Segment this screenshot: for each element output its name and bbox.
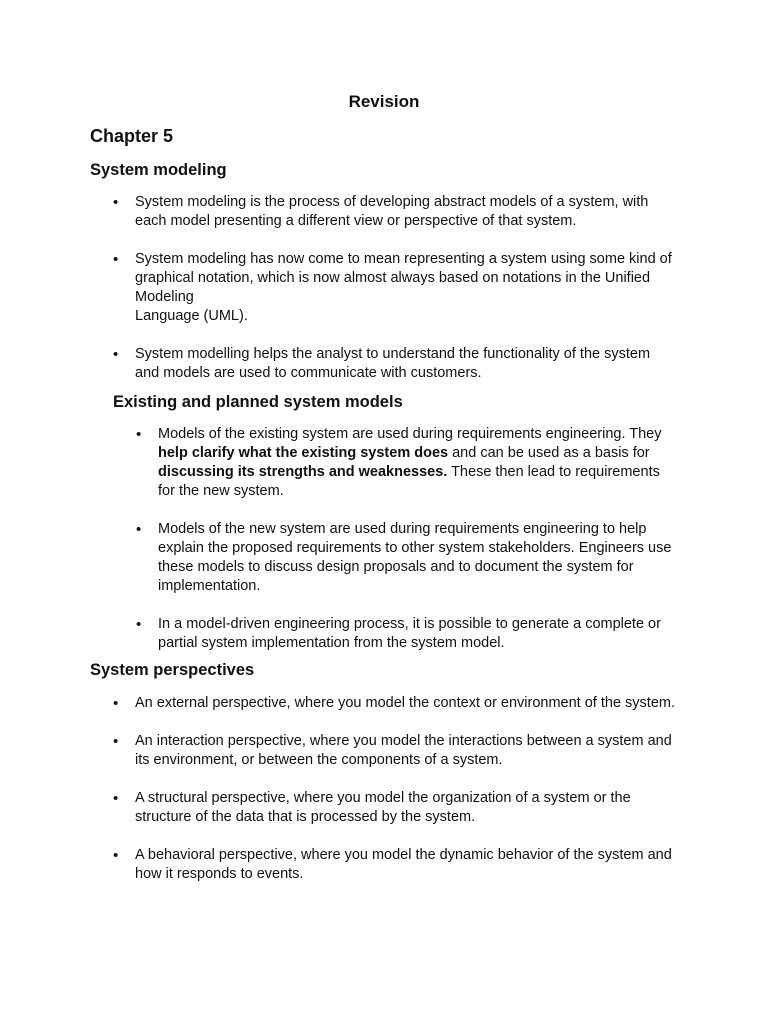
list-item [136, 615, 676, 653]
list-item [113, 789, 675, 827]
list-item-text: These then lead to requirements for the new system. [158, 464, 660, 499]
list-item [136, 425, 676, 501]
list-item-text: In a model-driven engineering process, it is possible to generate a complete or partial system implementation from the system model. [158, 616, 661, 651]
system-modeling-list [113, 193, 673, 383]
list-item-text: Models of the new system are used during requirements engineering to help explain the proposed requirements to other system stakeholders. Engineers use these models to discuss design proposals and to document the system for implementation. [158, 521, 672, 594]
list-item-bold-text: help clarify what the existing system does [158, 445, 449, 461]
list-item-text: Models of the existing system are used during requirements engineering. They [158, 426, 662, 442]
existing-planned-list [136, 425, 676, 653]
list-item [113, 694, 675, 713]
section-heading-existing-planned: Existing and planned system models [113, 393, 403, 411]
section-heading-system-perspectives: System perspectives [90, 661, 255, 679]
list-item-bold-text: discussing its strengths and weaknesses. [158, 464, 448, 480]
list-item-text: A structural perspective, where you model the organization of a system or the structure of the data that is processed by the system. [135, 790, 631, 825]
list-item-text: A behavioral perspective, where you model the dynamic behavior of the system and how it responds to events. [135, 847, 672, 882]
list-item-text: An external perspective, where you model the context or environment of the system. [135, 695, 675, 711]
list-item [113, 250, 673, 326]
list-item [113, 732, 675, 770]
system-perspectives-list [113, 694, 675, 884]
chapter-heading: Chapter 5 [90, 126, 174, 146]
list-item-text-continued: Language (UML). [135, 308, 248, 324]
document-title: Revision [348, 92, 420, 111]
list-item-text: • System modeling has now come to mean representing a system using some kind of graphical notation, which is now almost always based on notations in the Unified Modeling [135, 251, 672, 305]
list-item [113, 193, 673, 231]
list-item [113, 846, 675, 884]
list-item-text: System modeling is the process of developing abstract models of a system, with each model presenting a different view or perspective of that system. [135, 194, 649, 229]
list-item-text: System modelling helps the analyst to understand the functionality of the system and models are used to communicate with customers. [135, 346, 651, 381]
list-item-text: An interaction perspective, where you model the interactions between a system and its environment, or between the components of a system. [135, 733, 672, 768]
list-item [113, 345, 673, 383]
list-item [136, 520, 676, 596]
list-item-text: and can be used as a basis for [448, 445, 650, 461]
section-heading-system-modeling: System modeling [90, 161, 227, 179]
